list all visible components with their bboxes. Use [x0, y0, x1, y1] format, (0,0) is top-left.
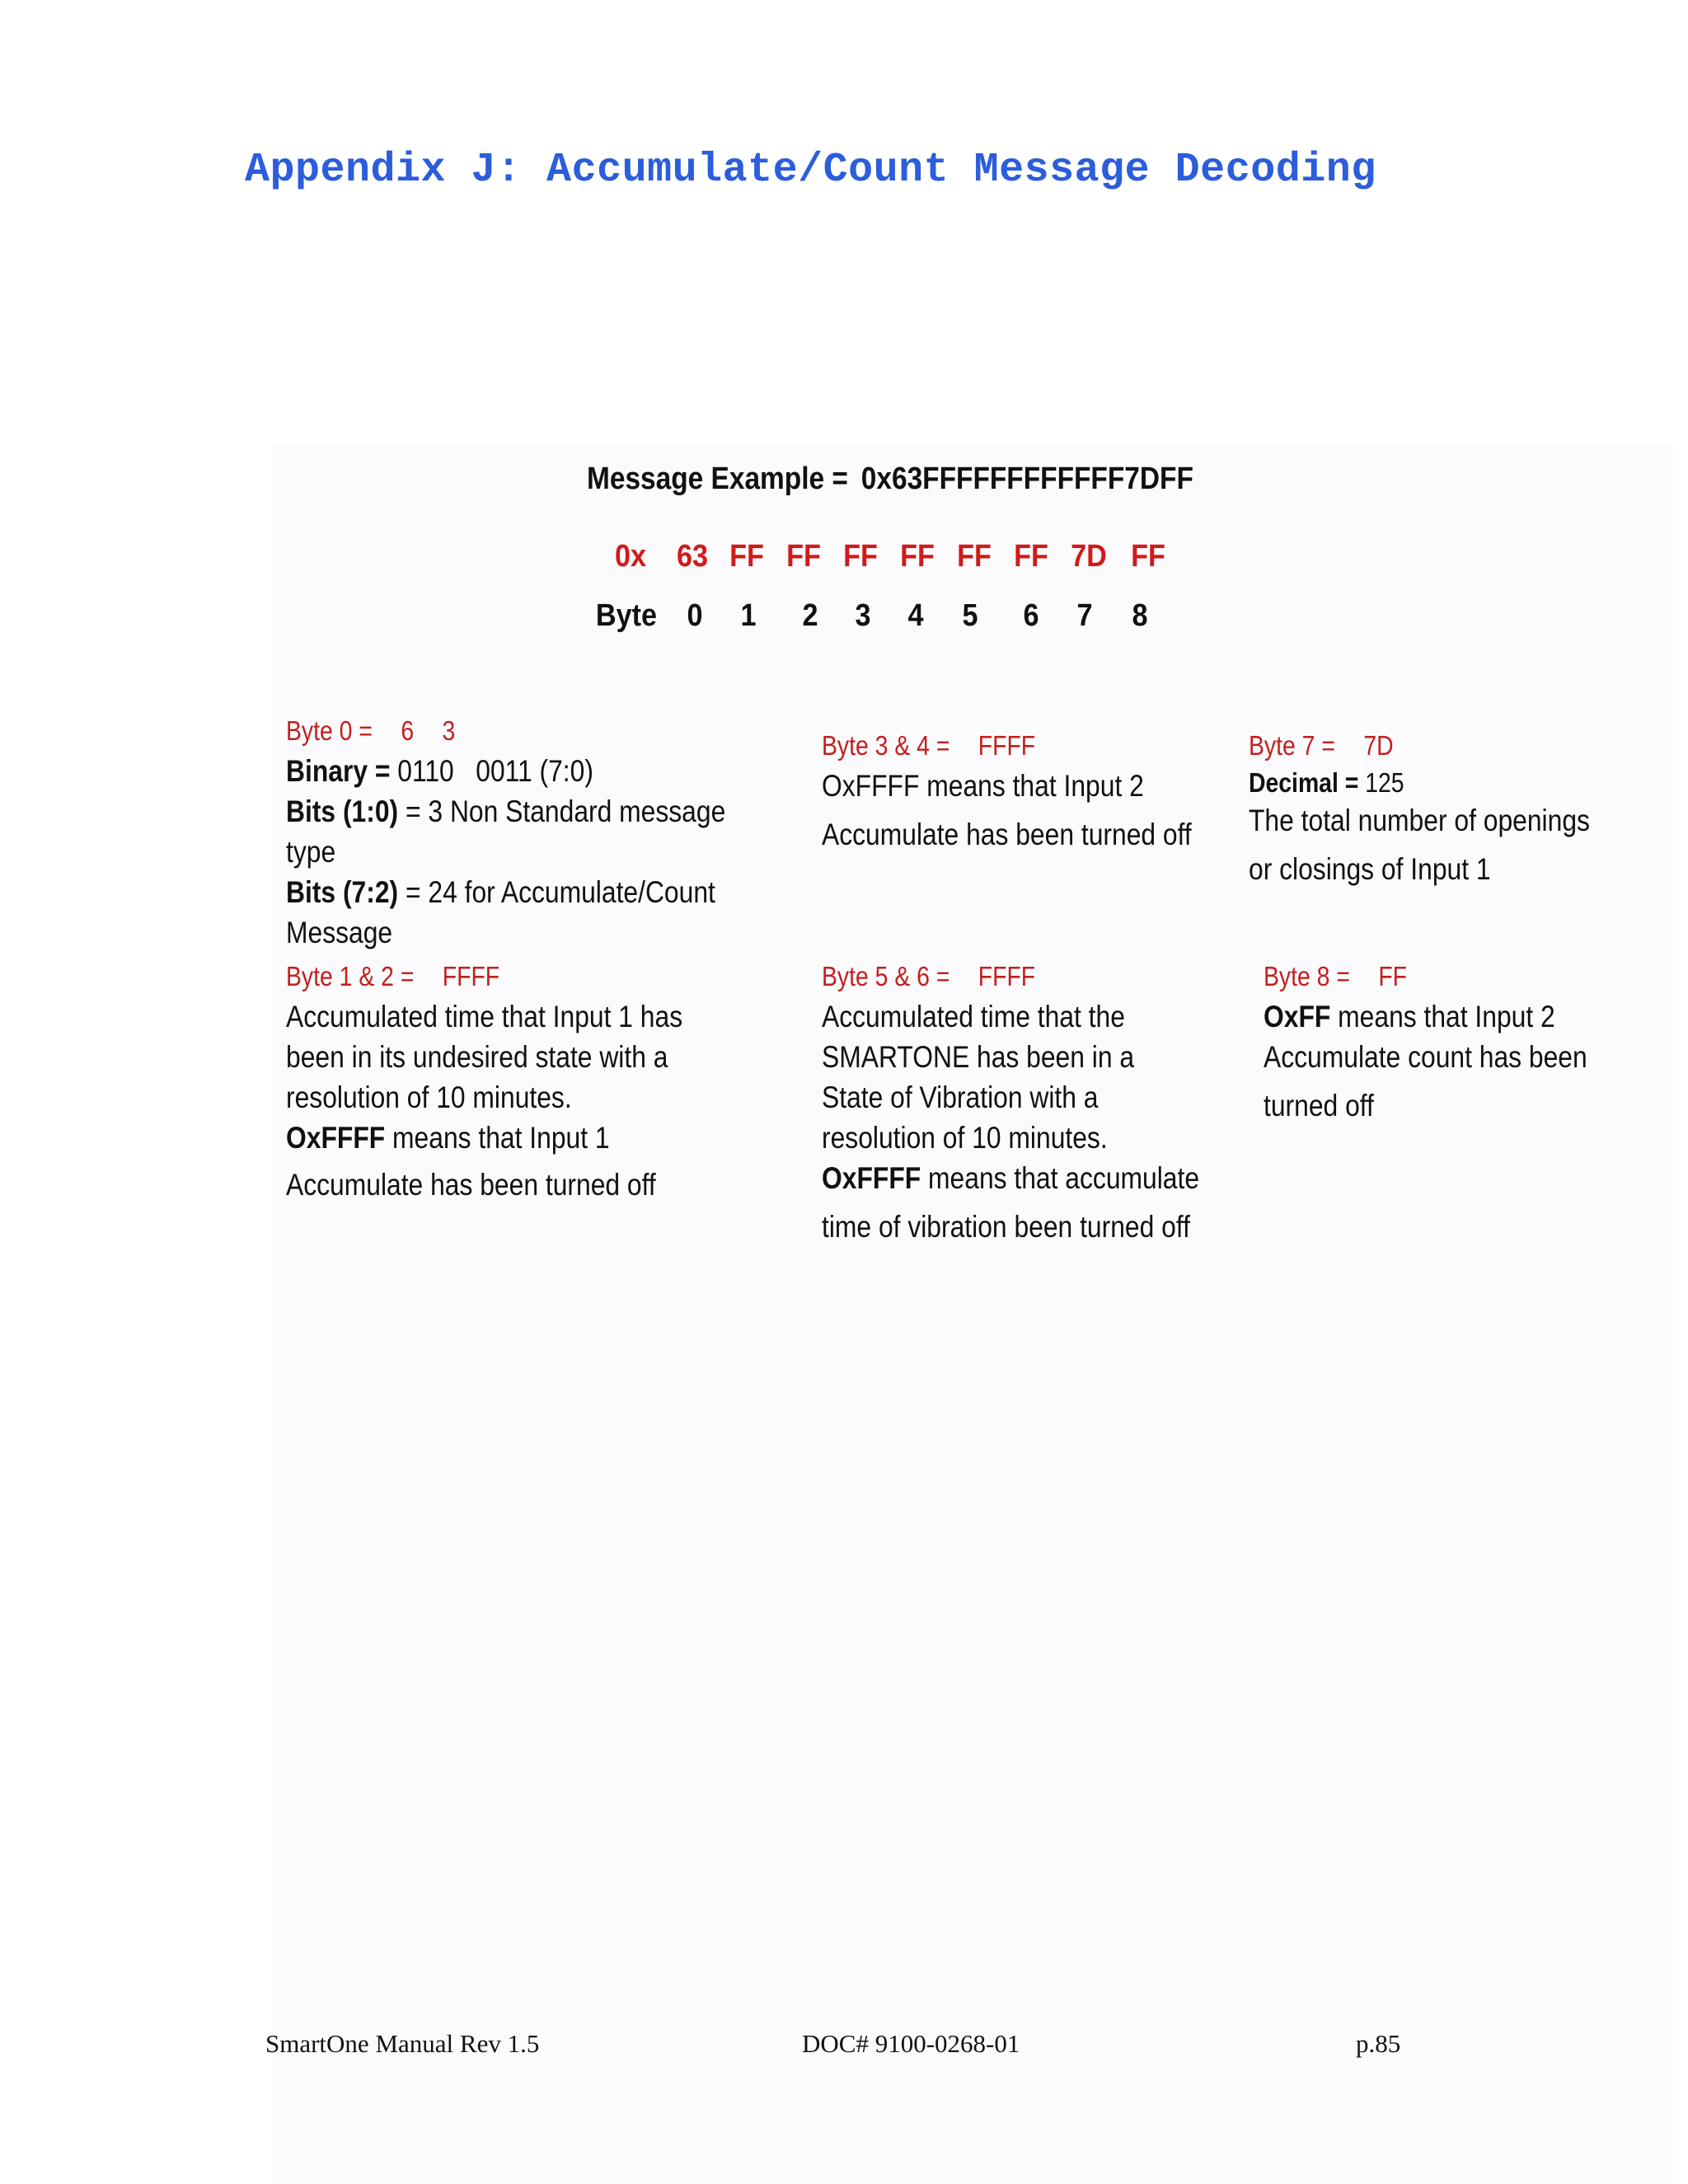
bits10-label: Bits (1:0)	[286, 794, 399, 828]
hex-byte: FF	[900, 539, 935, 574]
byte-index: 2	[802, 598, 818, 633]
footer-page-number: p.85	[1356, 2029, 1401, 2058]
byte-index: 0	[687, 598, 703, 633]
byte12-block	[286, 956, 747, 1205]
byte56-line: resolution of 10 minutes.	[822, 1121, 1108, 1155]
byte7-header-label: Byte 7 =	[1249, 730, 1335, 761]
byte8-note-code: OxFF	[1264, 1000, 1331, 1033]
hex-byte: 63	[676, 539, 709, 574]
byte34-value: FFFF	[978, 730, 1036, 761]
byte0-header	[286, 710, 725, 751]
byte-label: Byte	[595, 598, 658, 633]
byte56-line: Accumulated time that the	[822, 1000, 1125, 1033]
byte12-header	[286, 956, 682, 996]
byte8-block	[1264, 956, 1640, 1126]
hex-byte: FF	[843, 539, 878, 574]
byte0-high-nibble: 6	[401, 715, 415, 746]
page-background	[272, 445, 1673, 2184]
bits72-text: = 24 for Accumulate/Count	[405, 875, 715, 909]
byte56-note-text: means that accumulate	[928, 1161, 1200, 1195]
byte34-header-label: Byte 3 & 4 =	[822, 730, 950, 761]
byte12-line: Accumulated time that Input 1 has	[286, 1000, 683, 1033]
bits10-text: = 3 Non Standard message	[405, 794, 726, 828]
byte7-header	[1249, 725, 1590, 766]
byte12-line: been in its undesired state with a	[286, 1040, 668, 1074]
byte7-block	[1249, 725, 1645, 889]
byte8-header	[1264, 956, 1587, 996]
byte7-decimal	[1249, 766, 1590, 800]
byte8-note-text: means that Input 2	[1338, 1000, 1555, 1033]
decimal-label: Decimal =	[1249, 767, 1359, 798]
byte-index: 7	[1076, 598, 1093, 633]
bits72-label: Bits (7:2)	[286, 875, 399, 909]
byte0-bits10	[286, 791, 725, 832]
byte0-header-label: Byte 0 =	[286, 715, 373, 746]
hex-byte: 7D	[1071, 539, 1107, 574]
byte8-value: FF	[1378, 961, 1408, 991]
byte12-note-text: means that Input 1	[392, 1121, 610, 1155]
byte8-line: turned off	[1264, 1089, 1374, 1122]
byte56-note-cont: time of vibration been turned off	[822, 1210, 1190, 1244]
binary-label: Binary =	[286, 754, 391, 788]
byte56-line: SMARTONE has been in a	[822, 1040, 1135, 1074]
byte12-note-code: OxFFFF	[286, 1121, 386, 1155]
byte7-value: 7D	[1363, 730, 1394, 761]
byte56-header	[822, 956, 1199, 996]
byte0-block	[286, 710, 797, 953]
byte0-bits72	[286, 872, 725, 912]
byte56-line: State of Vibration with a	[822, 1080, 1099, 1114]
byte-index: 4	[907, 598, 924, 633]
byte34-block	[822, 725, 1252, 855]
binary-value: 0110 0011 (7:0)	[397, 754, 593, 788]
byte7-line: The total number of openings	[1249, 804, 1590, 837]
byte34-line: Accumulate has been turned off	[822, 818, 1192, 851]
byte7-line: or closings of Input 1	[1249, 852, 1491, 886]
byte56-header-label: Byte 5 & 6 =	[822, 961, 950, 991]
hex-byte: FF	[786, 539, 821, 574]
byte12-line: resolution of 10 minutes.	[286, 1080, 572, 1114]
byte56-value: FFFF	[978, 961, 1036, 991]
hex-prefix: 0x	[614, 539, 647, 574]
byte-index: 1	[740, 598, 757, 633]
byte34-line: OxFFFF means that Input 2	[822, 769, 1144, 803]
byte-index: 5	[962, 598, 978, 633]
byte56-note	[822, 1158, 1199, 1198]
message-example-value: 0x63FFFFFFFFFFFF7DFF	[860, 462, 1193, 496]
byte56-note-code: OxFFFF	[822, 1161, 921, 1195]
message-example-label: Message Example =	[587, 462, 848, 496]
byte0-low-nibble: 3	[442, 715, 456, 746]
byte56-block	[822, 956, 1261, 1247]
byte8-line: Accumulate count has been	[1264, 1040, 1587, 1074]
footer-manual-rev: SmartOne Manual Rev 1.5	[265, 2029, 540, 2058]
hex-byte: FF	[729, 539, 764, 574]
byte12-header-label: Byte 1 & 2 =	[286, 961, 415, 991]
byte-index: 8	[1132, 598, 1148, 633]
byte34-header	[822, 725, 1192, 766]
byte0-bits10-cont: type	[286, 835, 336, 869]
hex-byte: FF	[957, 539, 992, 574]
page-title: Appendix J: Accumulate/Count Message Decoding	[245, 147, 1376, 194]
byte12-value: FFFF	[442, 961, 500, 991]
byte8-header-label: Byte 8 =	[1264, 961, 1350, 991]
byte-index: 3	[855, 598, 871, 633]
decimal-value: 125	[1365, 767, 1404, 798]
byte0-binary	[286, 751, 725, 791]
hex-byte: FF	[1131, 539, 1165, 574]
byte0-bits72-cont: Message	[286, 916, 393, 949]
hex-byte: FF	[1014, 539, 1048, 574]
message-example	[587, 462, 1193, 497]
footer-doc-number: DOC# 9100-0268-01	[802, 2029, 1020, 2058]
byte-index: 6	[1023, 598, 1039, 633]
byte8-note	[1264, 996, 1587, 1037]
byte12-note-cont: Accumulate has been turned off	[286, 1168, 656, 1202]
byte12-note	[286, 1118, 682, 1158]
